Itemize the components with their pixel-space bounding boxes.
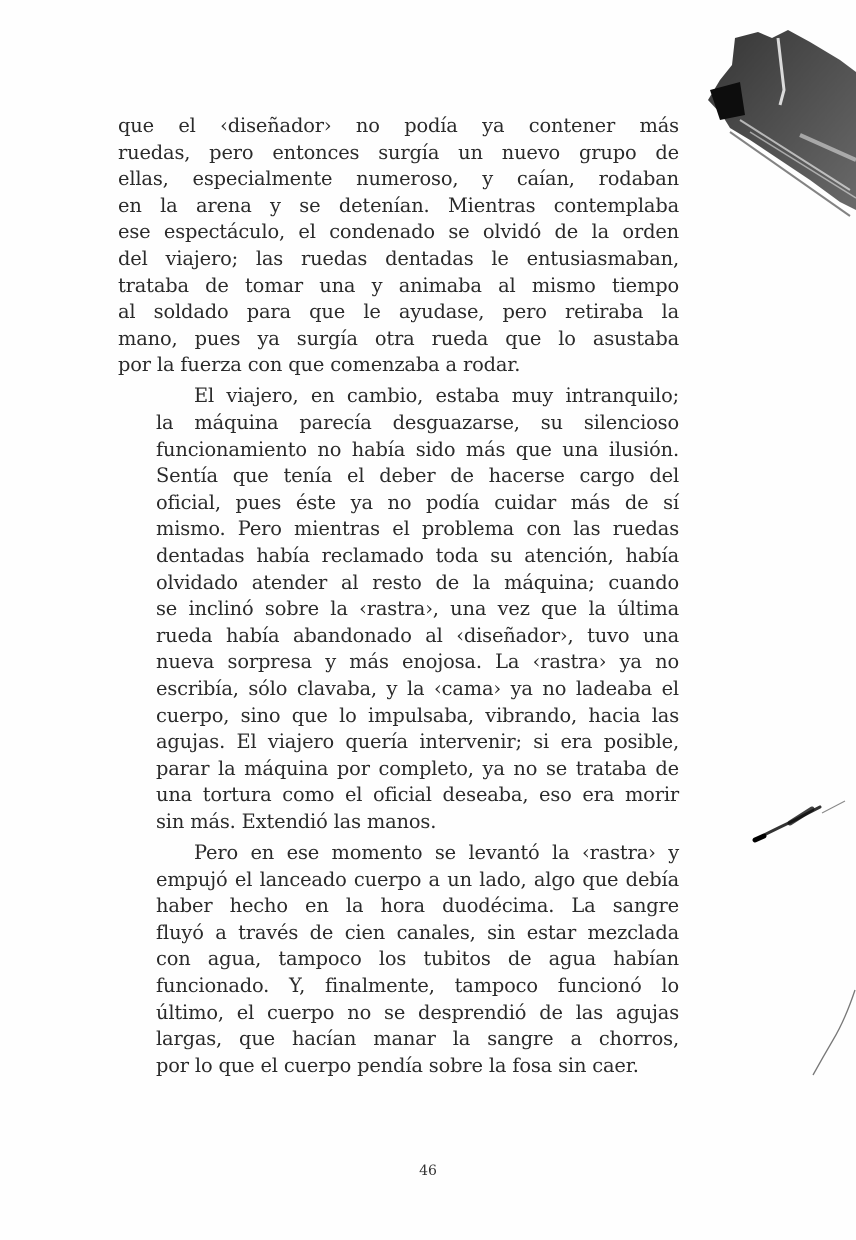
paragraph [118,383,679,835]
text-line: funcionado. Y, finalmente, tampoco funcionó lo [156,974,679,997]
text-line: olvidado atender al resto de la máquina; cuando [156,570,679,594]
text-line: una tortura como el oficial deseaba, eso era morir [156,783,679,807]
text-line: empujó el lanceado cuerpo a un lado, algo que debía [156,867,679,891]
text-line: la máquina parecía desguazarse, su silencioso [156,411,679,435]
text-line: ese espectáculo, el condenado se olvidó de la orden [118,220,679,244]
text-line: con agua, tampoco los tubitos de agua habían [156,947,679,971]
text-line: se inclinó sobre la ‹rastra›, una vez que la última [156,597,679,621]
text-line: último, el cuerpo no se desprendió de las agujas [156,1000,679,1024]
text-line: trataba de tomar una y animaba al mismo tiempo [118,273,679,297]
text-line: en la arena y se detenían. Mientras contemplaba [118,193,679,217]
ink-brush-stroke-mid-right-icon [750,795,850,845]
paragraph [118,840,679,1079]
text-line: que el ‹diseñador› no podía ya contener más [118,114,679,137]
text-line: mano, pues ya surgía otra rueda que lo asustaba [118,326,679,350]
text-line: por la fuerza con que comenzaba a rodar. [118,353,521,377]
text-line: Sentía que tenía el deber de hacerse cargo del [156,464,679,488]
text-line: por lo que el cuerpo pendía sobre la fosa sin caer. [156,1053,639,1077]
text-line: al soldado para que le ayudase, pero retiraba la [118,300,679,324]
text-line: fluyó a través de cien canales, sin estar mezclada [156,920,679,944]
text-line: haber hecho en la hora duodécima. La sangre [156,894,679,918]
text-line: ellas, especialmente numeroso, y caían, rodaban [118,167,679,191]
text-line: sin más. Extendió las manos. [156,809,437,833]
text-line: cuerpo, sino que lo impulsaba, vibrando, hacia las [156,703,679,727]
text-line: dentadas había reclamado toda su atención, había [156,544,679,567]
body-text [118,113,679,1084]
text-line: escribía, sólo clavaba, y la ‹cama› ya no ladeaba el [156,676,679,700]
ink-brush-stroke-top-right-icon [700,20,856,220]
text-line: del viajero; las ruedas dentadas le entusiasmaban, [118,246,679,270]
text-line: Pero en ese momento se levantó la ‹rastra› y [194,841,679,865]
page-number: 46 [419,1163,437,1179]
text-line: ruedas, pero entonces surgía un nuevo grupo de [118,140,679,164]
text-line: oficial, pues éste ya no podía cuidar más de sí [156,490,679,514]
paragraph [118,113,679,379]
text-line: nueva sorpresa y más enojosa. La ‹rastra› ya no [156,650,679,674]
text-line: funcionamiento no había sido más que una ilusión. [156,437,679,461]
text-line: mismo. Pero mientras el problema con las ruedas [156,517,679,541]
text-line: parar la máquina por completo, ya no se trataba de [156,756,679,780]
text-line: El viajero, en cambio, estaba muy intranquilo; [194,384,679,408]
ink-brush-line-lower-right-icon [805,985,856,1080]
text-line: largas, que hacían manar la sangre a chorros, [156,1027,679,1051]
text-line: rueda había abandonado al ‹diseñador›, tuvo una [156,623,679,647]
text-line: agujas. El viajero quería intervenir; si era posible, [156,730,679,754]
